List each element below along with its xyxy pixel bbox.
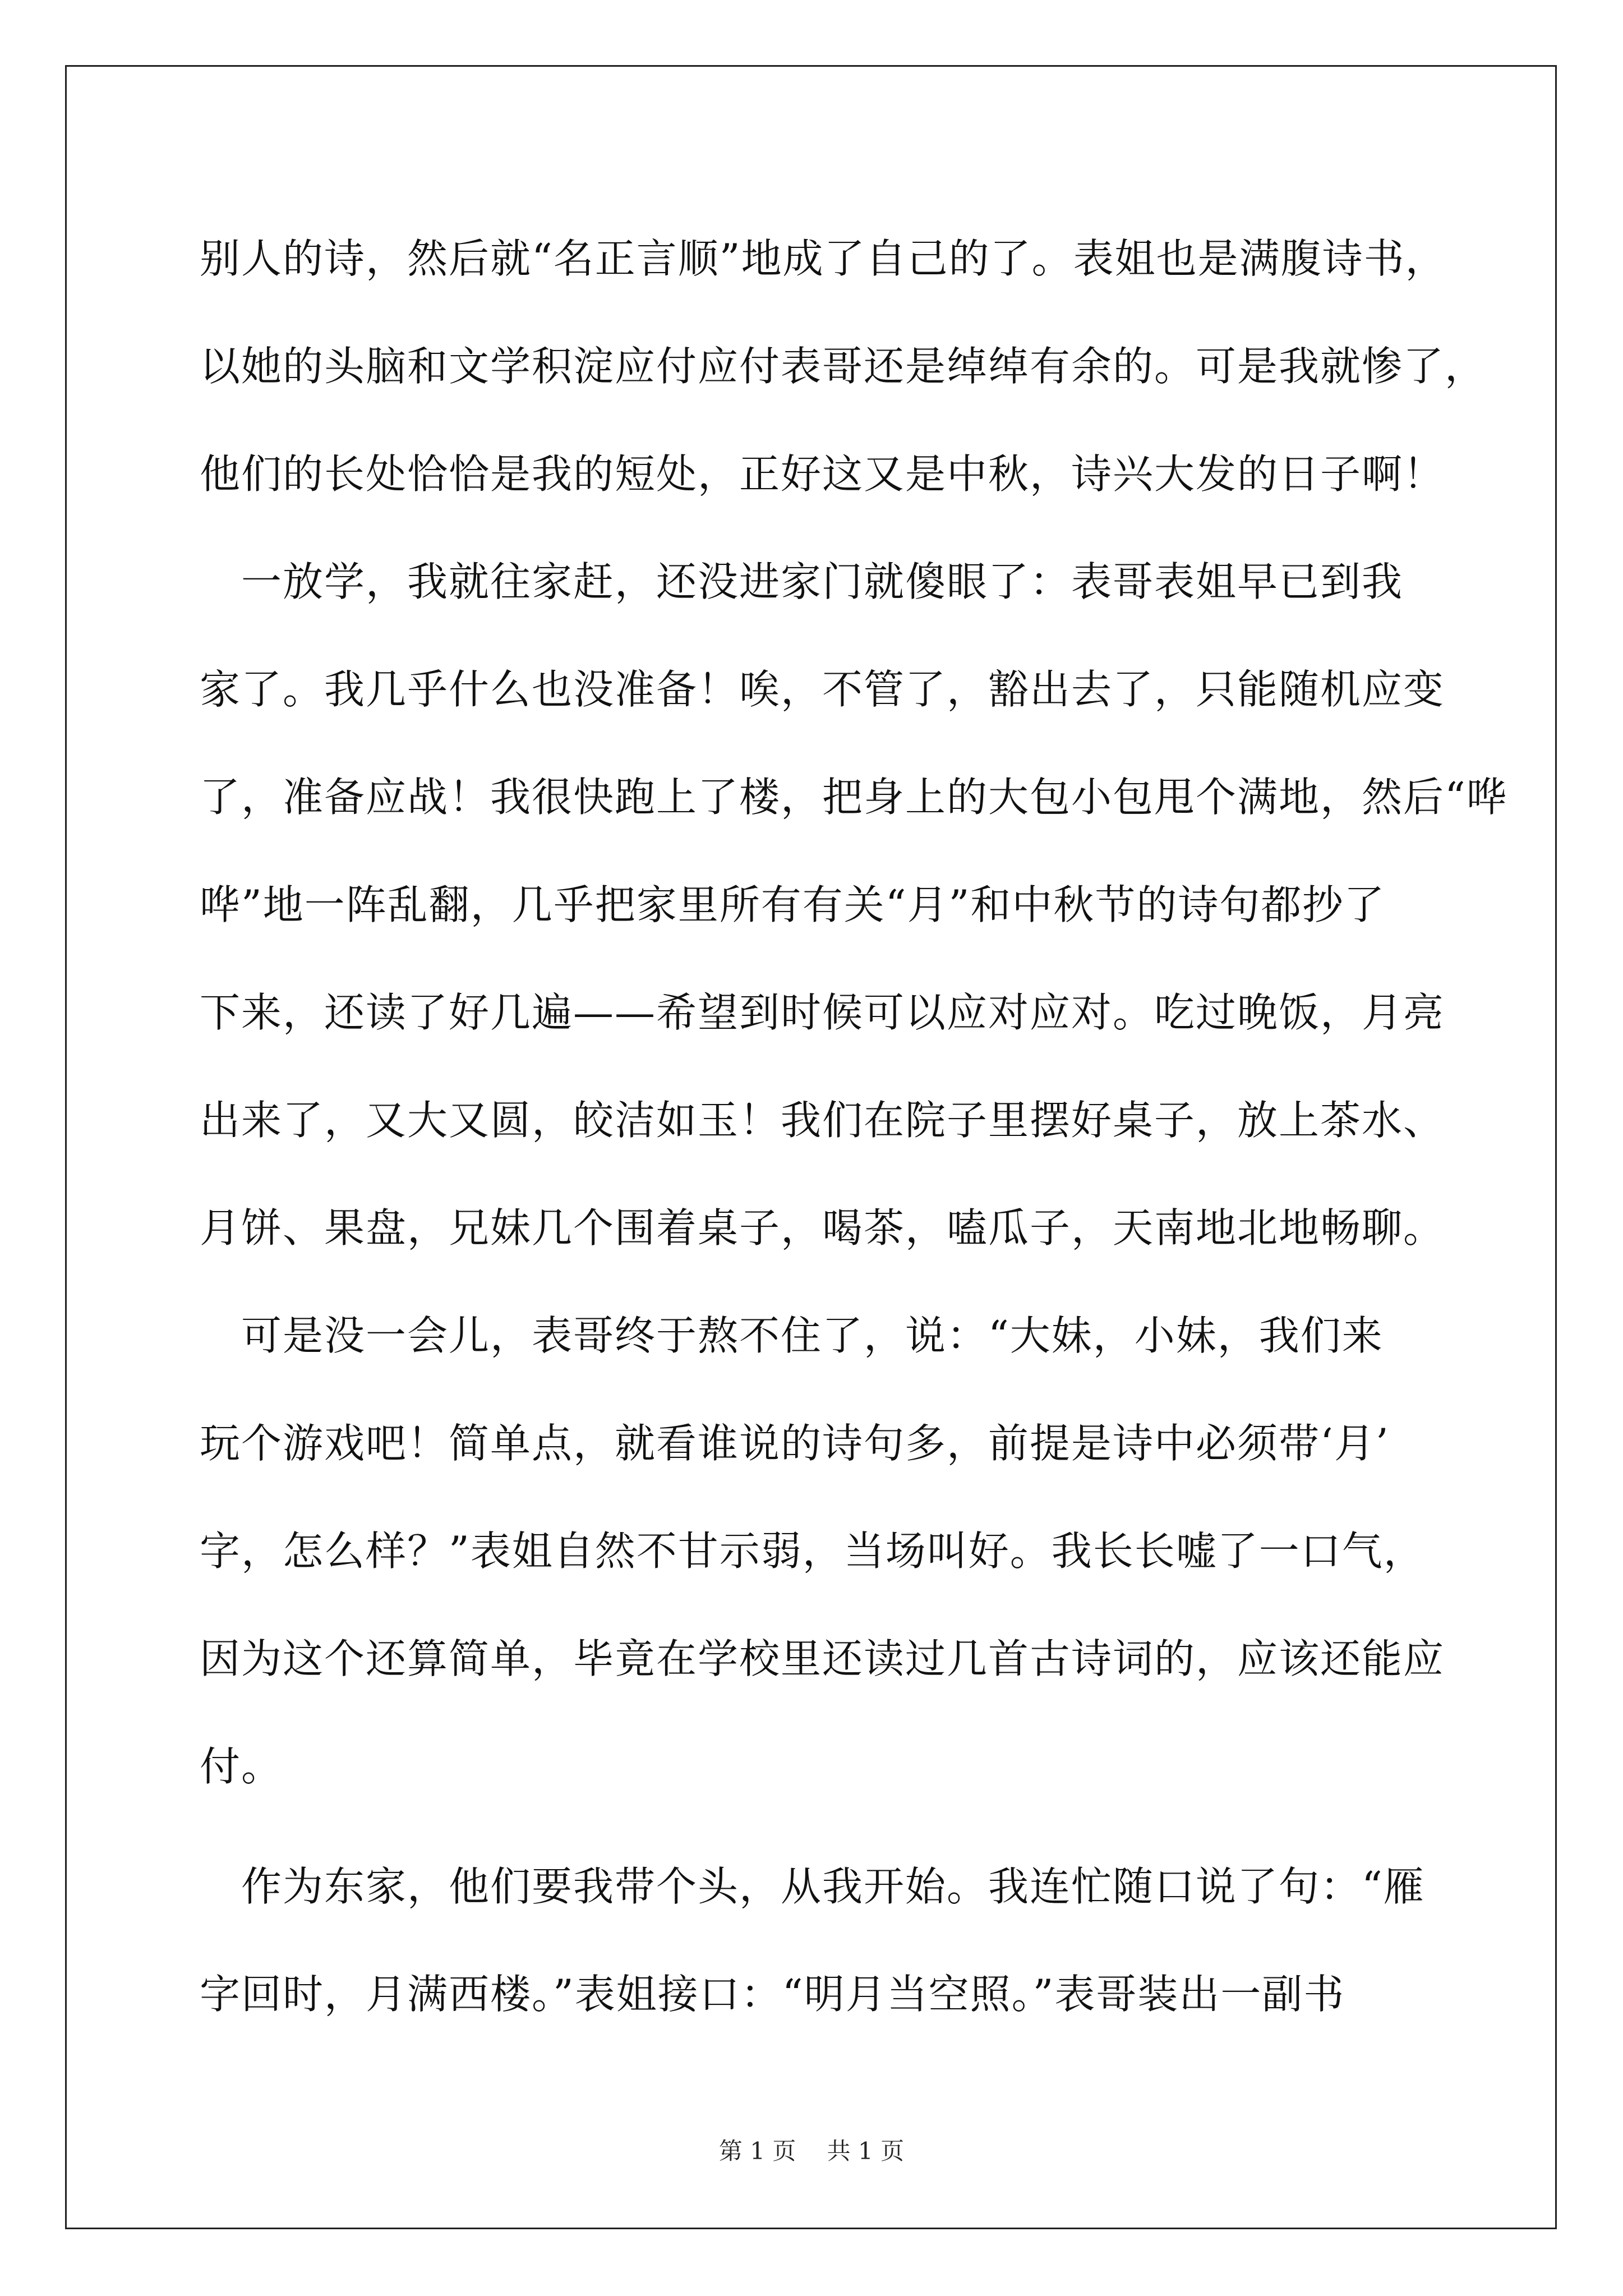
- page-number-footer: 第 1 页 共 1 页: [718, 2137, 905, 2165]
- text-line: 字回时，月满西楼。”表姐接口：“明月当空照。”表哥装出一副书: [200, 1971, 1345, 2018]
- text-line: 玩个游戏吧！简单点，就看谁说的诗句多，前提是诗中必须带‘月’: [200, 1420, 1390, 1467]
- text-line: 因为这个还算简单，毕竟在学校里还读过几首古诗词的，应该还能应: [200, 1635, 1445, 1682]
- text-line: 别人的诗，然后就“名正言顺”地成了自己的了。表姐也是满腹诗书，: [200, 235, 1447, 282]
- text-line: 家了。我几乎什么也没准备！唉，不管了，豁出去了，只能随机应变: [200, 666, 1445, 713]
- text-line: 出来了，又大又圆，皎洁如玉！我们在院子里摆好桌子，放上茶水、: [200, 1097, 1445, 1144]
- text-line: 一放学，我就往家赶，还没进家门就傻眼了：表哥表姐早已到我: [200, 558, 1404, 605]
- text-line: 了，准备应战！我很快跑上了楼，把身上的大包小包甩个满地，然后“哗: [200, 774, 1508, 821]
- text-line: 他们的长处恰恰是我的短处，正好这又是中秋，诗兴大发的日子啊！: [200, 450, 1445, 498]
- text-line: 下来，还读了好几遍——希望到时候可以应对应对。吃过晚饭，月亮: [200, 989, 1445, 1036]
- text-line: 月饼、果盘，兄妹几个围着桌子，喝茶，嗑瓜子，天南地北地畅聊。: [200, 1204, 1445, 1251]
- text-line: 可是没一会儿，表哥终于熬不住了，说：“大妹，小妹，我们来: [200, 1312, 1384, 1359]
- text-line: 字，怎么样？”表姐自然不甘示弱，当场叫好。我长长嘘了一口气，: [200, 1527, 1425, 1575]
- text-line: 作为东家，他们要我带个头，从我开始。我连忙随口说了句：“雁: [200, 1863, 1425, 1910]
- text-line: 付。: [200, 1743, 283, 1790]
- text-line: 以她的头脑和文学积淀应付应付表哥还是绰绰有余的。可是我就惨了，: [200, 343, 1487, 390]
- text-line: 哗”地一阵乱翻，几乎把家里所有有关“月”和中秋节的诗句都抄了: [200, 881, 1386, 928]
- document-body: [200, 205, 1508, 2048]
